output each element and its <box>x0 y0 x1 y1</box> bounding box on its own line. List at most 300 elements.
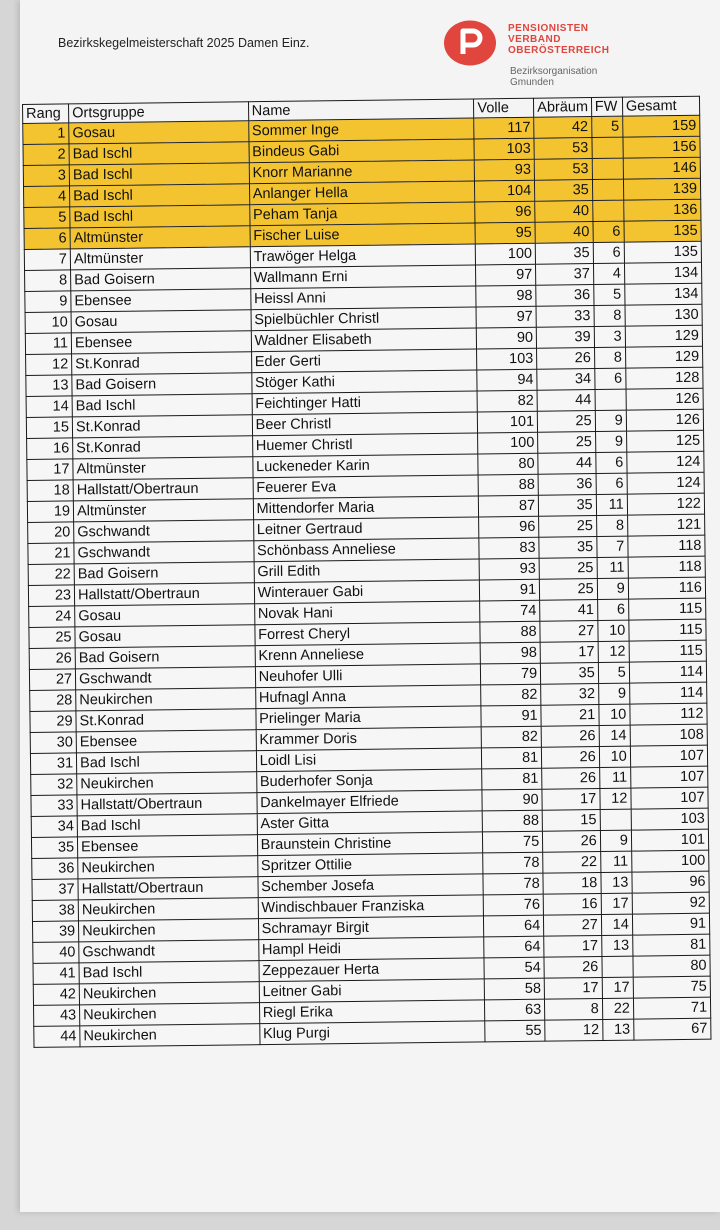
volle-cell: 81 <box>482 747 542 769</box>
fw-cell <box>595 389 626 410</box>
group-cell: St.Konrad <box>76 709 256 732</box>
fw-cell: 3 <box>594 326 625 347</box>
fw-cell: 8 <box>596 515 627 536</box>
abraeum-cell: 35 <box>535 243 593 265</box>
rank-cell: 30 <box>30 732 76 754</box>
name-cell: Feichtinger Hatti <box>252 391 478 415</box>
fw-cell: 13 <box>602 1019 633 1040</box>
fw-cell <box>592 200 623 221</box>
fw-cell: 6 <box>596 473 627 494</box>
group-cell: Bad Ischl <box>76 751 256 774</box>
fw-cell <box>592 179 623 200</box>
total-cell: 135 <box>624 241 701 263</box>
fw-cell <box>592 158 623 179</box>
volle-cell: 100 <box>478 432 538 454</box>
abraeum-cell: 8 <box>545 998 603 1020</box>
total-cell: 118 <box>628 535 705 557</box>
rank-cell: 41 <box>33 963 79 985</box>
name-cell: Braunstein Christine <box>257 832 483 856</box>
fw-cell: 13 <box>601 872 632 893</box>
rank-cell: 44 <box>34 1026 80 1048</box>
abraeum-cell: 26 <box>541 725 599 747</box>
group-cell: Bad Ischl <box>69 142 249 165</box>
name-cell: Huemer Christl <box>252 433 478 457</box>
rank-cell: 11 <box>25 333 71 355</box>
fw-cell: 12 <box>600 788 631 809</box>
rank-cell: 16 <box>27 438 73 460</box>
fw-cell <box>592 137 623 158</box>
fw-cell: 6 <box>597 599 628 620</box>
volle-cell: 117 <box>474 117 534 139</box>
group-cell: Bad Ischl <box>69 163 249 186</box>
volle-cell: 88 <box>480 621 540 643</box>
rank-cell: 39 <box>32 921 78 943</box>
volle-cell: 100 <box>476 243 536 265</box>
volle-cell: 87 <box>479 495 539 517</box>
group-cell: Hallstatt/Obertraun <box>74 583 254 606</box>
rank-cell: 38 <box>32 900 78 922</box>
fw-cell: 5 <box>591 116 622 137</box>
rank-cell: 14 <box>26 396 72 418</box>
group-cell: Neukirchen <box>80 1024 260 1047</box>
total-cell: 135 <box>624 220 701 242</box>
name-cell: Heissl Anni <box>250 286 476 310</box>
group-cell: Ebensee <box>71 289 251 312</box>
volle-cell: 83 <box>479 537 539 559</box>
group-cell: Bad Ischl <box>72 394 252 417</box>
suborg-line: Gmunden <box>510 77 554 88</box>
rank-cell: 5 <box>24 207 70 229</box>
fw-cell: 9 <box>595 431 626 452</box>
volle-cell: 94 <box>477 369 537 391</box>
fw-cell: 22 <box>602 998 633 1019</box>
abraeum-cell: 35 <box>539 537 597 559</box>
group-cell: Gschwandt <box>74 541 254 564</box>
rank-cell: 25 <box>29 627 75 649</box>
fw-cell: 11 <box>597 557 628 578</box>
name-cell: Spielbüchler Christl <box>251 307 477 331</box>
total-cell: 139 <box>623 178 700 200</box>
fw-cell: 6 <box>595 368 626 389</box>
abraeum-cell: 26 <box>542 767 600 789</box>
fw-cell: 17 <box>602 977 633 998</box>
abraeum-cell: 39 <box>536 327 594 349</box>
name-cell: Bindeus Gabi <box>249 139 475 163</box>
name-cell: Beer Christl <box>252 412 478 436</box>
name-cell: Krammer Doris <box>256 727 482 751</box>
group-cell: Bad Ischl <box>77 814 257 837</box>
column-header-abraeum: Abräum <box>534 98 592 118</box>
rank-cell: 2 <box>23 144 69 166</box>
rank-cell: 13 <box>26 375 72 397</box>
fw-cell: 14 <box>599 725 630 746</box>
org-line: PENSIONISTEN <box>508 23 589 34</box>
abraeum-cell: 27 <box>540 621 598 643</box>
group-cell: Neukirchen <box>76 688 256 711</box>
rank-cell: 35 <box>31 837 77 859</box>
rank-cell: 17 <box>27 459 73 481</box>
rank-cell: 23 <box>28 585 74 607</box>
total-cell: 130 <box>625 304 702 326</box>
group-cell: Hallstatt/Obertraun <box>73 478 253 501</box>
total-cell: 81 <box>633 934 710 956</box>
name-cell: Zeppezauer Herta <box>259 958 485 982</box>
volle-cell: 63 <box>485 999 545 1021</box>
group-cell: St.Konrad <box>72 415 252 438</box>
abraeum-cell: 17 <box>540 642 598 664</box>
total-cell: 114 <box>629 682 706 704</box>
group-cell: Bad Ischl <box>70 205 250 228</box>
total-cell: 121 <box>627 514 704 536</box>
rank-cell: 31 <box>30 753 76 775</box>
group-cell: Ebensee <box>78 835 258 858</box>
total-cell: 115 <box>629 619 706 641</box>
volle-cell: 74 <box>480 600 540 622</box>
abraeum-cell: 21 <box>541 705 599 727</box>
name-cell: Prielinger Maria <box>256 706 482 730</box>
rank-cell: 8 <box>25 270 71 292</box>
total-cell: 75 <box>633 976 710 998</box>
name-cell: Peham Tanja <box>249 202 475 226</box>
volle-cell: 78 <box>483 852 543 874</box>
abraeum-cell: 18 <box>543 872 601 894</box>
total-cell: 146 <box>623 157 700 179</box>
fw-cell: 9 <box>600 830 631 851</box>
group-cell: Neukirchen <box>77 772 257 795</box>
fw-cell: 8 <box>594 305 625 326</box>
total-cell: 96 <box>632 871 709 893</box>
group-cell: Gosau <box>75 625 255 648</box>
name-cell: Loidl Lisi <box>256 748 482 772</box>
abraeum-cell: 25 <box>537 411 595 433</box>
volle-cell: 98 <box>480 642 540 664</box>
name-cell: Stöger Kathi <box>251 370 477 394</box>
name-cell: Aster Gitta <box>257 811 483 835</box>
abraeum-cell: 40 <box>535 222 593 244</box>
abraeum-cell: 33 <box>536 306 594 328</box>
document-title: Bezirkskegelmeisterschaft 2025 Damen Einz. <box>58 36 310 50</box>
name-cell: Luckeneder Karin <box>252 454 478 478</box>
fw-cell: 9 <box>595 410 626 431</box>
volle-cell: 78 <box>483 873 543 895</box>
name-cell: Sommer Inge <box>248 118 474 142</box>
group-cell: Gschwandt <box>75 667 255 690</box>
fw-cell: 12 <box>598 641 629 662</box>
fw-cell: 10 <box>599 746 630 767</box>
volle-cell: 93 <box>479 558 539 580</box>
rank-cell: 26 <box>29 648 75 670</box>
group-cell: Altmünster <box>73 457 253 480</box>
group-cell: Bad Goisern <box>75 646 255 669</box>
total-cell: 115 <box>629 640 706 662</box>
abraeum-cell: 27 <box>544 914 602 936</box>
volle-cell: 80 <box>478 453 538 475</box>
total-cell: 118 <box>628 556 705 578</box>
total-cell: 103 <box>631 808 708 830</box>
rank-cell: 28 <box>30 690 76 712</box>
fw-cell: 8 <box>594 347 625 368</box>
rank-cell: 42 <box>33 984 79 1006</box>
total-cell: 136 <box>624 199 701 221</box>
name-cell: Waldner Elisabeth <box>251 328 477 352</box>
rank-cell: 15 <box>26 417 72 439</box>
pensionisten-logo-icon <box>444 20 496 66</box>
volle-cell: 88 <box>478 474 538 496</box>
name-cell: Mittendorfer Maria <box>253 496 479 520</box>
abraeum-cell: 35 <box>541 663 599 685</box>
fw-cell: 9 <box>598 683 629 704</box>
rank-cell: 21 <box>28 543 74 565</box>
name-cell: Grill Edith <box>254 559 480 583</box>
abraeum-cell: 17 <box>544 977 602 999</box>
org-line: VERBAND <box>508 34 561 45</box>
total-cell: 112 <box>630 703 707 725</box>
group-cell: Neukirchen <box>80 1003 260 1026</box>
fw-cell: 11 <box>600 851 631 872</box>
volle-cell: 97 <box>476 306 536 328</box>
rank-cell: 40 <box>33 942 79 964</box>
total-cell: 124 <box>627 472 704 494</box>
abraeum-cell: 15 <box>542 809 600 831</box>
fw-cell: 7 <box>597 536 628 557</box>
rank-cell: 12 <box>26 354 72 376</box>
rank-cell: 32 <box>31 774 77 796</box>
name-cell: Knorr Marianne <box>249 160 475 184</box>
volle-cell: 101 <box>478 411 538 433</box>
suborg-line: Bezirksorganisation <box>510 66 598 77</box>
fw-cell <box>600 809 631 830</box>
volle-cell: 91 <box>481 705 541 727</box>
volle-cell: 103 <box>477 348 537 370</box>
volle-cell: 90 <box>482 789 542 811</box>
group-cell: Neukirchen <box>79 919 259 942</box>
total-cell: 91 <box>632 913 709 935</box>
rank-cell: 34 <box>31 816 77 838</box>
total-cell: 126 <box>626 409 703 431</box>
abraeum-cell: 26 <box>543 830 601 852</box>
fw-cell: 6 <box>596 452 627 473</box>
group-cell: Gosau <box>69 121 249 144</box>
abraeum-cell: 44 <box>538 453 596 475</box>
abraeum-cell: 25 <box>540 579 598 601</box>
total-cell: 116 <box>628 577 705 599</box>
name-cell: Neuhofer Ulli <box>255 664 481 688</box>
name-cell: Forrest Cheryl <box>255 622 481 646</box>
abraeum-cell: 12 <box>545 1019 603 1041</box>
total-cell: 107 <box>630 766 707 788</box>
org-line: OBERÖSTERREICH <box>508 45 610 56</box>
volle-cell: 103 <box>474 138 534 160</box>
rank-cell: 37 <box>32 879 78 901</box>
name-cell: Hampl Heidi <box>258 937 484 961</box>
name-cell: Spritzer Ottilie <box>257 853 483 877</box>
name-cell: Schramayr Birgit <box>258 916 484 940</box>
rank-cell: 22 <box>28 564 74 586</box>
rank-cell: 24 <box>29 606 75 628</box>
abraeum-cell: 42 <box>534 117 592 139</box>
name-cell: Trawöger Helga <box>250 244 476 268</box>
rank-cell: 10 <box>25 312 71 334</box>
total-cell: 92 <box>632 892 709 914</box>
total-cell: 107 <box>631 787 708 809</box>
rank-cell: 7 <box>24 249 70 271</box>
group-cell: Neukirchen <box>78 856 258 879</box>
name-cell: Winterauer Gabi <box>254 580 480 604</box>
total-cell: 129 <box>625 325 702 347</box>
group-cell: Ebensee <box>71 331 251 354</box>
volle-cell: 58 <box>485 978 545 1000</box>
volle-cell: 76 <box>484 894 544 916</box>
total-cell: 134 <box>624 262 701 284</box>
fw-cell: 10 <box>599 704 630 725</box>
volle-cell: 75 <box>483 831 543 853</box>
name-cell: Novak Hani <box>254 601 480 625</box>
rank-cell: 19 <box>27 501 73 523</box>
rank-cell: 18 <box>27 480 73 502</box>
rank-cell: 33 <box>31 795 77 817</box>
rank-cell: 3 <box>23 165 69 187</box>
volle-cell: 82 <box>477 390 537 412</box>
rank-cell: 6 <box>24 228 70 250</box>
volle-cell: 96 <box>475 201 535 223</box>
group-cell: Bad Ischl <box>79 961 259 984</box>
name-cell: Buderhofer Sonja <box>256 769 482 793</box>
fw-cell: 11 <box>596 494 627 515</box>
total-cell: 114 <box>629 661 706 683</box>
column-header-total: Gesamt <box>622 96 699 116</box>
group-cell: Ebensee <box>76 730 256 753</box>
total-cell: 67 <box>634 1018 711 1040</box>
abraeum-cell: 44 <box>537 390 595 412</box>
rank-cell: 36 <box>32 858 78 880</box>
name-cell: Krenn Anneliese <box>255 643 481 667</box>
sub-organization <box>510 66 597 88</box>
column-header-rank: Rang <box>23 104 69 124</box>
total-cell: 100 <box>631 850 708 872</box>
volle-cell: 79 <box>481 663 541 685</box>
abraeum-cell: 17 <box>544 935 602 957</box>
group-cell: St.Konrad <box>73 436 253 459</box>
abraeum-cell: 25 <box>538 432 596 454</box>
name-cell: Schember Josefa <box>258 874 484 898</box>
group-cell: Gosau <box>75 604 255 627</box>
name-cell: Leitner Gabi <box>259 979 485 1003</box>
total-cell: 128 <box>626 367 703 389</box>
group-cell: Neukirchen <box>79 982 259 1005</box>
name-cell: Leitner Gertraud <box>253 517 479 541</box>
volle-cell: 54 <box>484 957 544 979</box>
volle-cell: 91 <box>480 579 540 601</box>
abraeum-cell: 36 <box>538 474 596 496</box>
group-cell: Bad Goisern <box>72 373 252 396</box>
fw-cell: 6 <box>593 221 624 242</box>
rank-cell: 20 <box>28 522 74 544</box>
abraeum-cell: 40 <box>535 201 593 223</box>
abraeum-cell: 16 <box>543 893 601 915</box>
name-cell: Windischbauer Franziska <box>258 895 484 919</box>
total-cell: 101 <box>631 829 708 851</box>
abraeum-cell: 26 <box>537 348 595 370</box>
group-cell: Bad Goisern <box>71 268 251 291</box>
group-cell: Bad Ischl <box>70 184 250 207</box>
fw-cell: 9 <box>597 578 628 599</box>
name-cell: Dankelmayer Elfriede <box>257 790 483 814</box>
fw-cell: 6 <box>593 242 624 263</box>
total-cell: 124 <box>627 451 704 473</box>
abraeum-cell: 26 <box>544 956 602 978</box>
total-cell: 80 <box>633 955 710 977</box>
total-cell: 134 <box>625 283 702 305</box>
total-cell: 115 <box>628 598 705 620</box>
fw-cell: 14 <box>601 914 632 935</box>
name-cell: Fischer Luise <box>250 223 476 247</box>
volle-cell: 64 <box>484 915 544 937</box>
abraeum-cell: 25 <box>539 558 597 580</box>
volle-cell: 93 <box>475 159 535 181</box>
rank-cell: 27 <box>29 669 75 691</box>
fw-cell: 5 <box>593 284 624 305</box>
volle-cell: 64 <box>484 936 544 958</box>
abraeum-cell: 53 <box>534 159 592 181</box>
name-cell: Klug Purgi <box>259 1021 485 1045</box>
group-cell: Altmünster <box>70 226 250 249</box>
group-cell: Bad Goisern <box>74 562 254 585</box>
abraeum-cell: 22 <box>543 851 601 873</box>
group-cell: Gosau <box>71 310 251 333</box>
group-cell: Altmünster <box>70 247 250 270</box>
rank-cell: 9 <box>25 291 71 313</box>
abraeum-cell: 35 <box>535 180 593 202</box>
group-cell: Gschwandt <box>79 940 259 963</box>
fw-cell: 11 <box>599 767 630 788</box>
volle-cell: 95 <box>475 222 535 244</box>
total-cell: 129 <box>625 346 702 368</box>
abraeum-cell: 35 <box>538 495 596 517</box>
volle-cell: 55 <box>485 1020 545 1042</box>
column-header-group: Ortsgruppe <box>69 102 249 123</box>
abraeum-cell: 41 <box>540 600 598 622</box>
abraeum-cell: 17 <box>542 788 600 810</box>
abraeum-cell: 36 <box>536 285 594 307</box>
name-cell: Anlanger Hella <box>249 181 475 205</box>
results-table <box>22 96 711 1048</box>
fw-cell <box>602 956 633 977</box>
volle-cell: 81 <box>482 768 542 790</box>
group-cell: Neukirchen <box>78 898 258 921</box>
abraeum-cell: 53 <box>534 138 592 160</box>
volle-cell: 90 <box>477 327 537 349</box>
total-cell: 126 <box>626 388 703 410</box>
abraeum-cell: 34 <box>537 369 595 391</box>
total-cell: 71 <box>633 997 710 1019</box>
name-cell: Feuerer Eva <box>253 475 479 499</box>
organization-name <box>508 23 609 56</box>
total-cell: 122 <box>627 493 704 515</box>
volle-cell: 97 <box>476 264 536 286</box>
rank-cell: 29 <box>30 711 76 733</box>
volle-cell: 82 <box>481 726 541 748</box>
fw-cell: 13 <box>601 935 632 956</box>
abraeum-cell: 25 <box>539 516 597 538</box>
rank-cell: 1 <box>23 123 69 145</box>
volle-cell: 98 <box>476 285 536 307</box>
total-cell: 159 <box>623 115 700 137</box>
name-cell: Schönbass Anneliese <box>254 538 480 562</box>
total-cell: 125 <box>626 430 703 452</box>
group-cell: Hallstatt/Obertraun <box>77 793 257 816</box>
column-header-fw: FW <box>591 97 622 116</box>
abraeum-cell: 32 <box>541 684 599 706</box>
